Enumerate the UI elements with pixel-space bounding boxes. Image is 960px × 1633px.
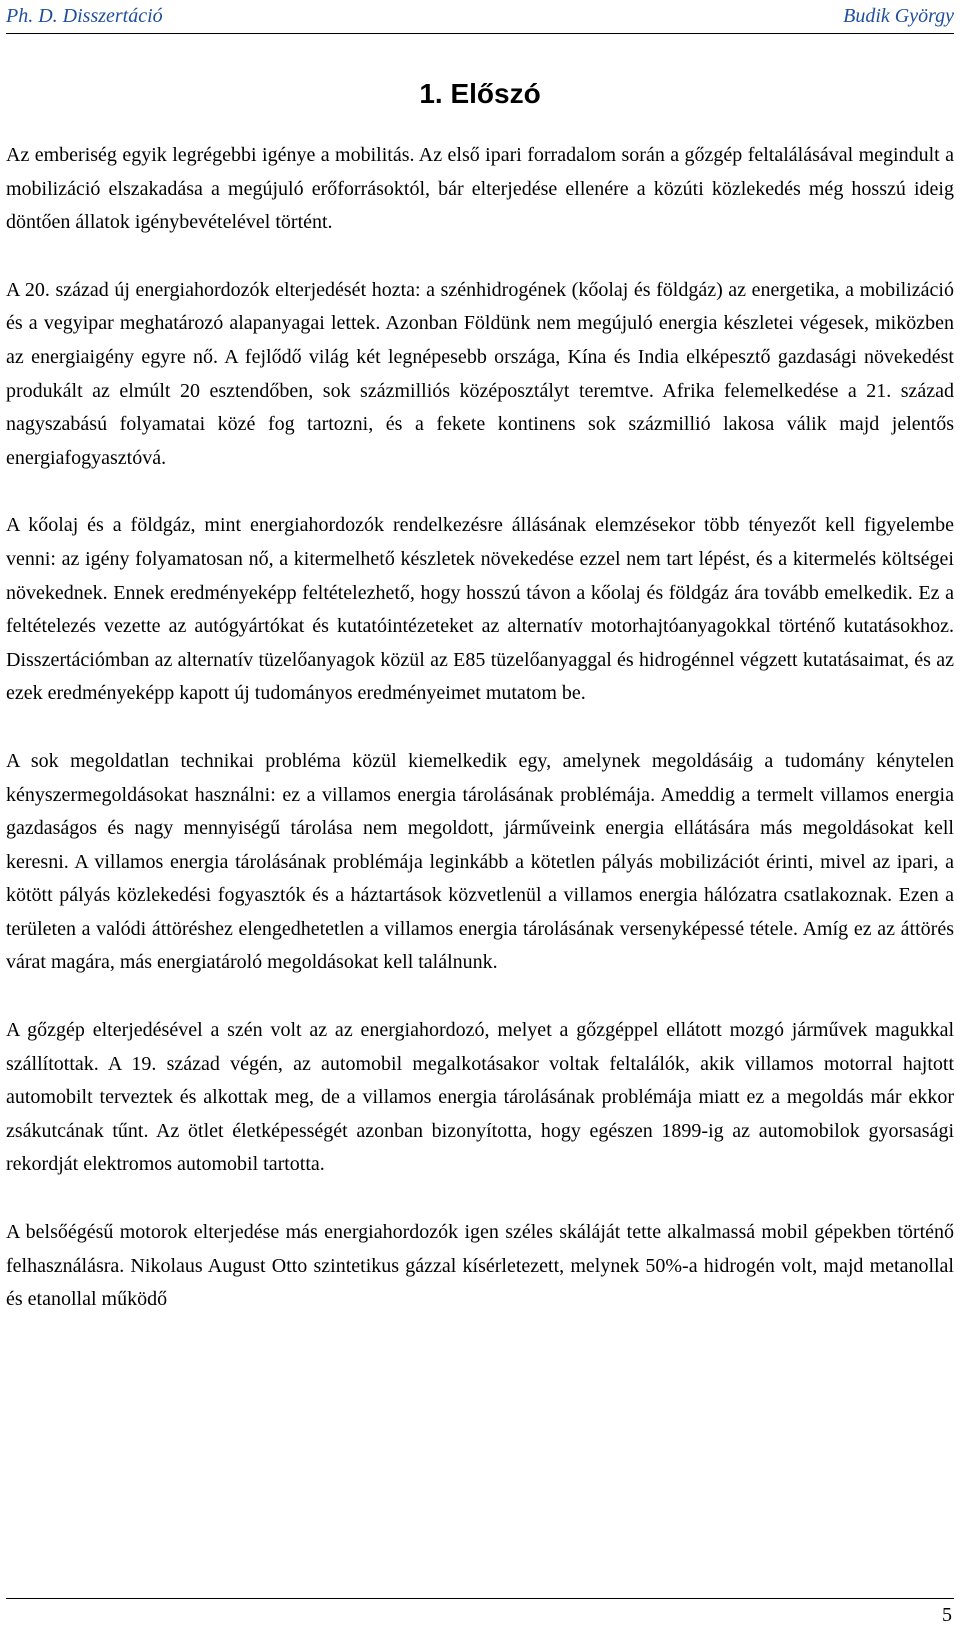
page-header <box>6 3 954 34</box>
footer-rule <box>6 1598 954 1600</box>
paragraph-4: A sok megoldatlan technikai probléma közül kiemelkedik egy, amelynek megoldásáig a tudomány kénytelen kényszermegoldásokat használni: ez a villamos energia tárolásának problémája. Ameddig a termelt villamos energia gazdaságos és nagy mennyiségű tárolása nem megoldott, járműveink energia ellátására más megoldásokat kell keresni. A villamos energia tárolásának problémája leginkább a kötetlen pályás mobilizációt érinti, mivel az ipari, a kötött pályás közlekedési fogyasztók és a háztartások közvetlenül a villamos energia hálózatra csatlakoznak. Ezen a területen a valódi áttöréshez elengedhetetlen a villamos energia tárolásának versenyképessé tétele. Amíg ez az áttörés várat magára, más energiatároló megoldásokat kell találnunk. <box>6 749 954 974</box>
paragraph-2: A 20. század új energiahordozók elterjedését hozta: a szénhidrogének (kőolaj és földgáz) az energetika, a mobilizáció és a vegyipar meghatározó alapanyagai lettek. Azonban Földünk nem megújuló energia készletei végesek, miközben az energiaigény egyre nő. A fejlődő világ két legnépesebb országa, Kína és India elképesztő gazdasági növekedést produkált az elmúlt 20 esztendőben, sok százmilliós középosztályt teremtve. Afrika felemelkedése a 21. század nagyszabású folyamatai közé fog tartozni, és a fekete kontinens sok százmillió lakosa válik majd jelentős energiafogyasztóvá. <box>6 278 954 469</box>
header-author: Budik György <box>843 5 954 27</box>
page-number: 5 <box>942 1604 952 1626</box>
header-document-type: Ph. D. Disszertáció <box>6 5 163 27</box>
paragraph-1: Az emberiség egyik legrégebbi igénye a mobilitás. Az első ipari forradalom során a gőzgép feltalálásával megindult a mobilizáció elszakadása a megújuló erőforrásoktól, bár elterjedése ellenére a közúti közlekedés még hosszú ideig döntően állatok igénybevételével történt. <box>6 144 954 234</box>
body-text <box>6 139 954 1317</box>
paragraph-5: A gőzgép elterjedésével a szén volt az az energiahordozó, melyet a gőzgéppel ellátott mozgó járművek magukkal szállítottak. A 19. század végén, az automobil megalkotásakor voltak feltalálók, akik villamos motorral hajtott automobilt terveztek és alkottak meg, de a villamos energia tárolásának problémája miatt ez a megoldás már ekkor zsákutcának tűnt. Az ötlet életképességét azonban bizonyította, hogy egészen 1899-ig az automobilok gyorsasági rekordját elektromos automobil tartotta. <box>6 1019 954 1176</box>
paragraph-3: A kőolaj és a földgáz, mint energiahordozók rendelkezésre állásának elemzésekor több tényezőt kell figyelembe venni: az igény folyamatosan nő, a kitermelhető készletek növekedése ezzel nem tart lépést, és a kitermelés költségei növekednek. Ennek eredményeképp feltételezhető, hogy hosszú távon a kőolaj és földgáz ára tovább emelkedik. Ez a feltételezés vezette az autógyártókat és kutatóintézeteket az alternatív motorhajtóanyagokkal történő kutatásokhoz. Disszertációmban az alternatív tüzelőanyagok közül az E85 tüzelőanyaggal és hidrogénnel végzett kutatásaimat, és az ezek eredményeképp kapott új tudományos eredményeimet mutatom be. <box>6 514 954 705</box>
chapter-title: 1. Előszó <box>419 78 541 109</box>
paragraph-6: A belsőégésű motorok elterjedése más energiahordozók igen széles skáláját tette alkalmassá mobil gépekben történő felhasználásra. Nikolaus August Otto szintetikus gázzal kísérletezett, melynek 50%-a hidrogén volt, majd metanollal és etanollal működő <box>6 1221 954 1311</box>
